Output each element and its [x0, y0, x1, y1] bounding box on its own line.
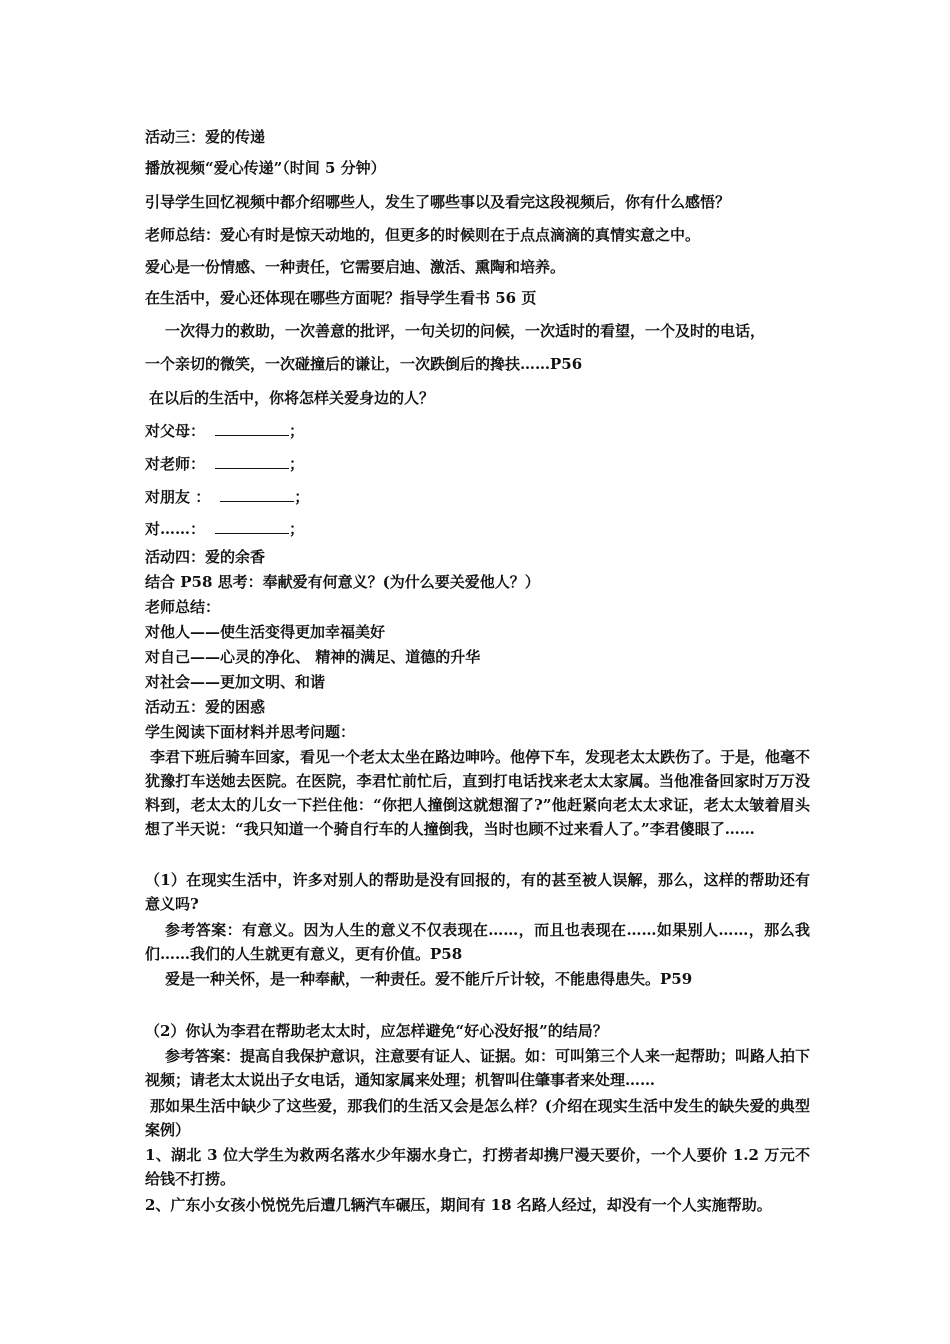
p58-question: 结合 P58 思考：奉献爱有何意义？(为什么要关爱他人？）	[145, 573, 540, 591]
semicolon: ；	[294, 488, 310, 506]
answer-1: 参考答案：有意义。因为人生的意义不仅表现在……，而且也表现在……如果别人……，那么我们……我们的人生就更有意义，更有价值。P58	[145, 921, 810, 963]
fill-parents	[145, 421, 304, 441]
semicolon: ；	[289, 520, 305, 538]
fill-label: 对朋友 ：	[145, 488, 211, 506]
activity-four-title: 活动四：爱的余香	[145, 548, 266, 566]
video-line: 播放视频“爱心传递”（时间 5 分钟）	[145, 159, 386, 177]
guide-question: 引导学生回忆视频中都介绍哪些人，发生了哪些事以及看完这段视频后，你有什么感悟？	[145, 193, 731, 211]
case-1: 1、湖北 3 位大学生为救两名落水少年溺水身亡，打捞者却携尸漫天要价，一个人要价 1.2 万元不给钱不打捞。	[145, 1146, 810, 1188]
answer-blank	[215, 421, 289, 436]
teacher-summary-2: 老师总结：	[145, 598, 221, 616]
future-question: 在以后的生活中，你将怎样关爱身边的人？	[149, 389, 435, 407]
fill-friend	[145, 487, 309, 507]
fill-label: 对……：	[145, 520, 206, 538]
for-society: 对社会——更加文明、和谐	[145, 673, 326, 691]
love-definition: 爱心是一份情感、一种责任，它需要启迪、激活、熏陶和培养。	[145, 258, 566, 276]
in-life-question: 在生活中，爱心还体现在哪些方面呢？指导学生看书 56 页	[145, 289, 537, 307]
fill-teacher	[145, 454, 304, 474]
fill-label: 对父母：	[145, 422, 206, 440]
semicolon: ；	[289, 455, 305, 473]
fill-label: 对老师：	[145, 455, 206, 473]
answer-1b: 爱是一种关怀，是一种奉献，一种责任。爱不能斤斤计较，不能患得患失。P59	[165, 970, 693, 988]
paragraph-line-2: 一个亲切的微笑，一次碰撞后的谦让，一次跌倒后的搀扶……P56	[145, 355, 583, 373]
activity-three-title: 活动三：爱的传递	[145, 128, 266, 146]
paragraph-line-1: 一次得力的救助，一次善意的批评，一句关切的问候，一次适时的看望，一个及时的电话，	[165, 322, 766, 340]
semicolon: ；	[289, 422, 305, 440]
case-2: 2、广东小女孩小悦悦先后遭几辆汽车碾压，期间有 18 名路人经过，却没有一个人实施帮助。	[145, 1196, 772, 1214]
fill-etc	[145, 519, 304, 539]
lack-question: 那如果生活中缺少了这些爱，那我们的生活又会是怎么样？(介绍在现实生活中发生的缺失爱的典型案例）	[145, 1097, 810, 1139]
answer-2: 参考答案：提高自我保护意识，注意要有证人、证据。如：可叫第三个人来一起帮助；叫路人拍下视频；请老太太说出子女电话，通知家属来处理；机智叫住肇事者来处理……	[145, 1047, 811, 1089]
answer-blank	[220, 487, 294, 502]
for-others: 对他人——使生活变得更加幸福美好	[145, 623, 386, 641]
activity-five-title: 活动五：爱的困惑	[145, 698, 266, 716]
answer-blank	[215, 519, 289, 534]
teacher-summary-1: 老师总结：爱心有时是惊天动地的，但更多的时候则在于点点滴滴的真情实意之中。	[145, 226, 701, 244]
for-self: 对自己——心灵的净化、 精神的满足、道德的升华	[145, 648, 481, 666]
question-1: （1）在现实生活中，许多对别人的帮助是没有回报的，有的甚至被人误解，那么，这样的帮助还有意义吗?	[145, 871, 810, 913]
answer-blank	[215, 454, 289, 469]
read-instruction: 学生阅读下面材料并思考问题：	[145, 723, 356, 741]
question-2: （2）你认为李君在帮助老太太时，应怎样避免“好心没好报”的结局？	[145, 1022, 608, 1040]
story-paragraph: 李君下班后骑车回家，看见一个老太太坐在路边呻吟。他停下车，发现老太太跌伤了。于是，他毫不犹豫打车送她去医院。在医院，李君忙前忙后，直到打电话找来老太太家属。当他准备回家时万万没料到，老太太的儿女一下拦住他：“你把人撞倒这就想溜了?”他赶紧向老太太求证，老太太皱着眉头想了半天说：“我只知道一个骑自行车的人撞倒我，当时也顾不过来看人了。”李君傻眼了……	[145, 748, 811, 838]
